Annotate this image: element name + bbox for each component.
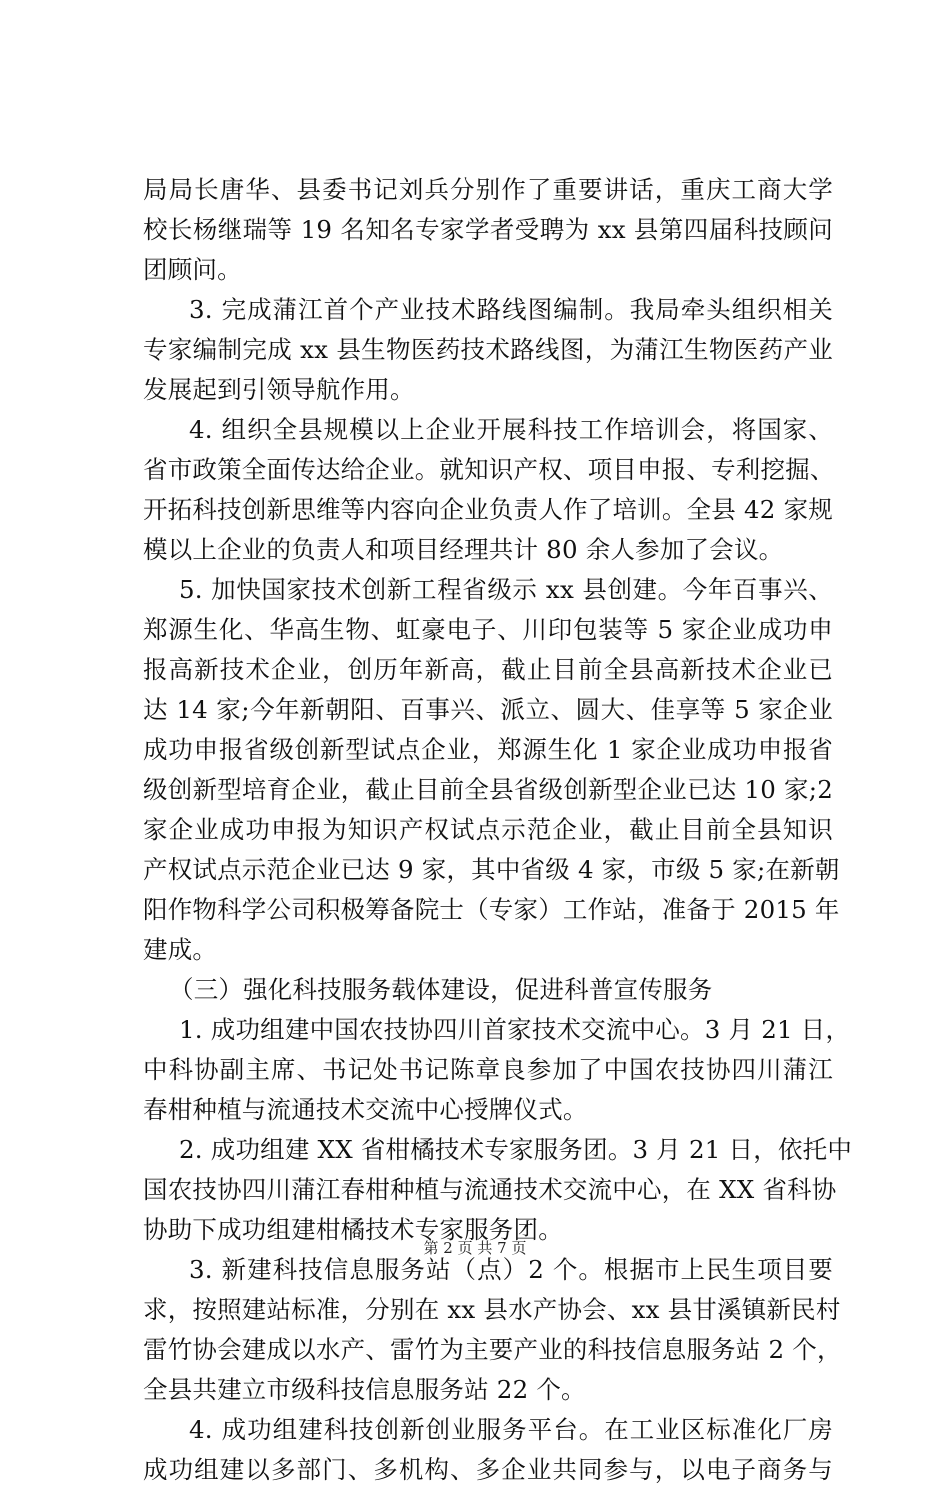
page-footer: 第 2 页 共 7 页 [423,1239,527,1257]
text-line: 4. 组织全县规模以上企业开展科技工作培训会，将国家、 [189,415,833,444]
text-line: 2. 成功组建 XX 省柑橘技术专家服务团。3 月 21 日，依托中 [179,1135,853,1164]
text-line: （三）强化科技服务载体建设，促进科普宣传服务 [169,975,713,1004]
text-line: 求，按照建站标准，分别在 xx 县水产协会、xx 县甘溪镇新民村 [143,1295,841,1324]
text-line: 开拓科技创新思维等内容向企业负责人作了培训。全县 42 家规 [143,495,833,524]
text-line: 5. 加快国家技术创新工程省级示 xx 县创建。今年百事兴、 [179,575,833,604]
text-line: 全县共建立市级科技信息服务站 22 个。 [143,1375,586,1404]
text-line: 发展起到引领导航作用。 [143,375,415,404]
text-line: 成功申报省级创新型试点企业，郑源生化 1 家企业成功申报省 [143,735,833,764]
text-line: 阳作物科学公司积极筹备院士（专家）工作站，准备于 2015 年 [143,895,840,924]
text-line: 专家编制完成 xx 县生物医药技术路线图，为蒲江生物医药产业 [143,335,833,364]
text-line: 4. 成功组建科技创新创业服务平台。在工业区标准化厂房 [189,1415,833,1444]
text-line: 省市政策全面传达给企业。就知识产权、项目申报、专利挖掘、 [143,455,835,484]
text-line: 建成。 [143,935,218,964]
text-line: 产权试点示范企业已达 9 家，其中省级 4 家，市级 5 家;在新朝 [143,855,840,884]
text-line: 模以上企业的负责人和项目经理共计 80 余人参加了会议。 [143,535,784,564]
text-line: 1. 成功组建中国农技协四川首家技术交流中心。3 月 21 日， [179,1015,851,1044]
text-line: 团顾问。 [143,255,242,284]
text-line: 中科协副主席、书记处书记陈章良参加了中国农技协四川蒲江 [143,1055,833,1084]
text-line: 校长杨继瑞等 19 名知名专家学者受聘为 xx 县第四届科技顾问 [143,215,833,244]
text-line: 3. 新建科技信息服务站（点）2 个。根据市上民生项目要 [189,1255,833,1284]
text-line: 级创新型培育企业，截止目前全县省级创新型企业已达 10 家;2 [143,775,833,804]
text-line: 成功组建以多部门、多机构、多企业共同参与，以电子商务与 [143,1455,833,1484]
text-line: 协助下成功组建柑橘技术专家服务团。 [143,1215,563,1244]
text-line: 局局长唐华、县委书记刘兵分别作了重要讲话，重庆工商大学 [143,175,833,204]
text-line: 家企业成功申报为知识产权试点示范企业，截止目前全县知识 [143,815,833,844]
text-line: 国农技协四川蒲江春柑种植与流通技术交流中心，在 XX 省科协 [143,1175,837,1204]
text-line: 达 14 家;今年新朝阳、百事兴、派立、圆大、佳享等 5 家企业 [143,695,833,724]
text-line: 雷竹协会建成以水产、雷竹为主要产业的科技信息服务站 2 个， [143,1335,842,1364]
text-line: 春柑种植与流通技术交流中心授牌仪式。 [143,1095,588,1124]
document-body [143,170,853,1490]
text-line: 郑源生化、华高生物、虹豪电子、川印包装等 5 家企业成功申 [143,615,833,644]
text-line: 报高新技术企业，创历年新高，截止目前全县高新技术企业已 [143,655,833,684]
text-line: 3. 完成蒲江首个产业技术路线图编制。我局牵头组织相关 [189,295,833,324]
